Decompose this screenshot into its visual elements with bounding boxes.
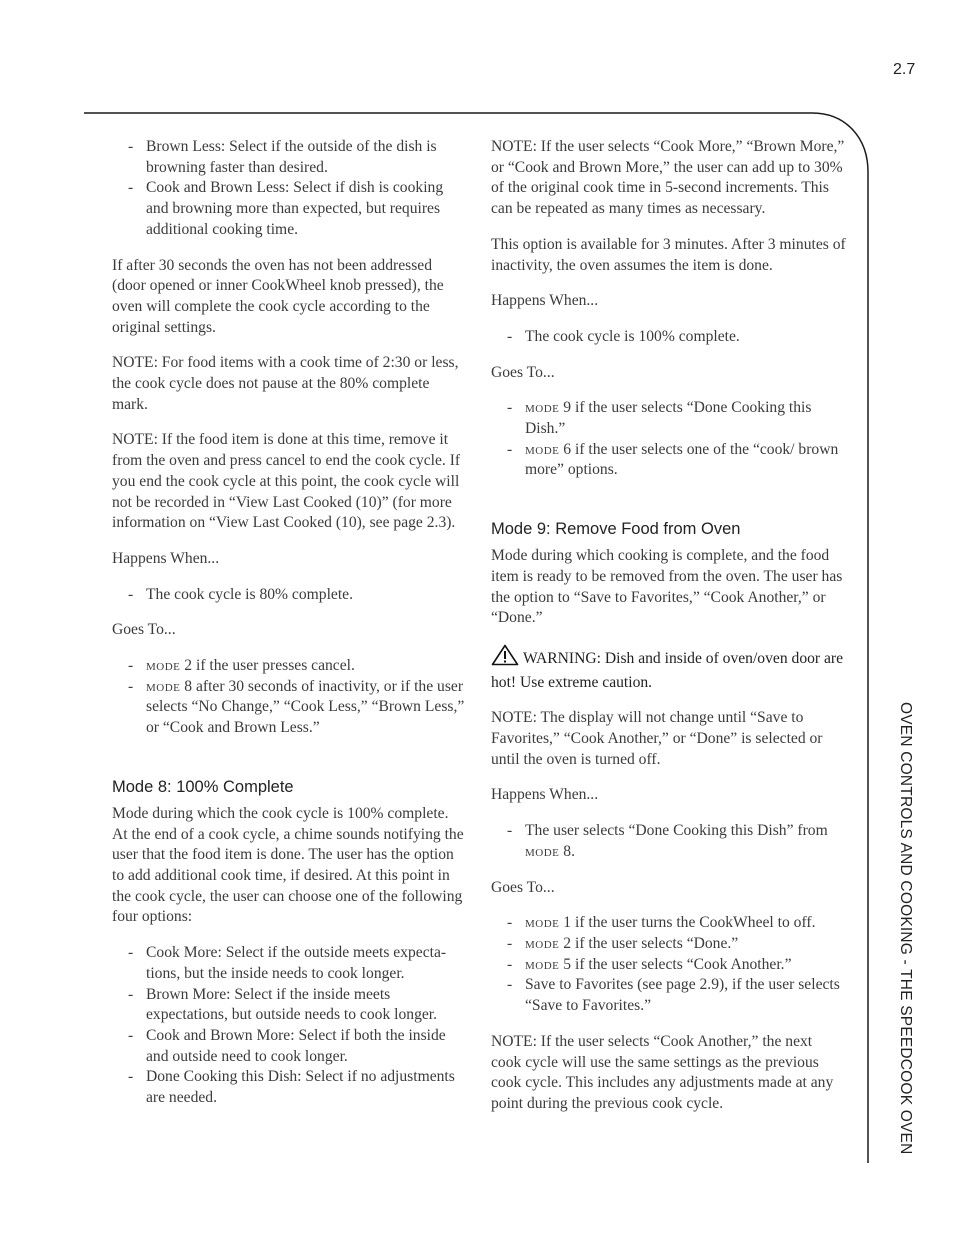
mode-word: mode	[146, 677, 181, 695]
list-item	[491, 934, 846, 955]
warning-text: WARNING: Dish and inside of oven/oven door are hot! Use extreme caution.	[491, 649, 844, 691]
warning-triangle-icon	[491, 644, 519, 673]
list-item	[491, 913, 846, 934]
list-item-text: 5 if the user selects “Cook Another.”	[559, 955, 792, 973]
list-item: - Cook and Brown More: Select if both the inside and outside need to cook longer.	[112, 1026, 467, 1067]
adjustment-options-list	[112, 137, 467, 241]
list-item	[491, 440, 846, 481]
page-number: 2.7	[893, 61, 916, 78]
note-short-cook-time: NOTE: For food items with a cook time of 2:30 or less, the cook cycle does not pause at the 80% complete mark.	[112, 354, 459, 413]
happens-when-list	[491, 821, 846, 862]
goes-to-list	[491, 913, 846, 1017]
mode8-description: Mode during which the cook cycle is 100% complete. At the end of a cook cycle, a chime sounds notifying the user that the food item is done. The user has the option to add additional cook time, if desired. At this point in the cook cycle, the user can choose one of the following four options:	[112, 804, 464, 926]
mode-word: mode	[525, 440, 560, 458]
list-item	[491, 398, 846, 439]
goes-to-label: Goes To...	[491, 878, 555, 896]
list-item-text: 8.	[559, 842, 575, 860]
list-item: - Cook and Brown Less: Select if dish is cooking and browning more than expected, but requires additional cooking time.	[112, 178, 467, 240]
list-item: - Done Cooking this Dish: Select if no adjustments are needed.	[112, 1067, 467, 1108]
list-item-text: 9 if the user selects “Done Cooking this Dish.”	[525, 399, 812, 438]
mode9-heading: Mode 9: Remove Food from Oven	[491, 520, 741, 539]
list-item-text: The user selects “Done Cooking this Dish” from	[525, 822, 828, 840]
goes-to-label: Goes To...	[491, 363, 555, 381]
list-item: - The cook cycle is 100% complete.	[491, 327, 846, 348]
happens-when-label: Happens When...	[491, 786, 599, 804]
list-item-text: 1 if the user turns the CookWheel to off.	[559, 914, 816, 932]
list-item-text: 8 after 30 seconds of inactivity, or if the user selects “No Change,” “Cook Less,” “Brown Less,” or “Cook and Brown Less.”	[146, 677, 465, 737]
happens-when-list	[112, 585, 467, 606]
note-food-done: NOTE: If the food item is done at this time, remove it from the oven and press cancel to end the cook cycle. If you end the cook cycle at this point, the cook cycle will not be recorded in “View Last Cooked (10)” (for more information on “View Last Cooked (10), see page 2.3).	[112, 431, 461, 532]
mode9-description: Mode during which cooking is complete, and the food item is ready to be removed from the oven. The user has the option to “Save to Favorites,” “Cook Another,” or “Done.”	[491, 547, 843, 627]
happens-when-list	[491, 327, 846, 348]
mode-word: mode	[525, 955, 560, 973]
mode8-heading: Mode 8: 100% Complete	[112, 777, 294, 796]
list-item-text: 2 if the user selects “Done.”	[559, 934, 739, 952]
goes-to-list	[491, 398, 846, 481]
mode-word: mode	[525, 914, 560, 932]
mode-word: mode	[525, 842, 560, 860]
section-side-title: OVEN CONTROLS AND COOKING - THE SPEEDCOOK OVEN	[897, 702, 914, 1155]
mode8-options-list	[112, 943, 467, 1109]
warning-callout	[491, 644, 846, 693]
mode-word: mode	[525, 399, 560, 417]
list-item: - Save to Favorites (see page 2.9), if the user selects “Save to Favorites.”	[491, 975, 846, 1016]
goes-to-label: Goes To...	[112, 621, 176, 639]
list-item: - The cook cycle is 80% complete.	[112, 585, 467, 606]
paragraph-timeout: If after 30 seconds the oven has not been addressed (door opened or inner CookWheel knob pressed), the oven will complete the cook cycle according to the original settings.	[112, 256, 444, 336]
left-column	[112, 137, 467, 1124]
happens-when-label: Happens When...	[112, 549, 220, 567]
list-item	[491, 955, 846, 976]
list-item	[112, 677, 467, 739]
mode-word: mode	[146, 657, 181, 675]
list-item-text: 6 if the user selects one of the “cook/ brown more” options.	[525, 440, 839, 479]
list-item	[112, 656, 467, 677]
note-display: NOTE: The display will not change until “Save to Favorites,” “Cook Another,” or “Done” is selected or until the oven is turned off.	[491, 709, 823, 768]
list-item: - Brown More: Select if the inside meets expectations, but outside needs to cook longer.	[112, 985, 467, 1026]
list-item: - Cook More: Select if the outside meets expecta-tions, but the inside needs to cook longer.	[112, 943, 467, 984]
right-column	[491, 137, 846, 1130]
list-item	[491, 821, 846, 862]
mode-word: mode	[525, 934, 560, 952]
list-item: - Brown Less: Select if the outside of the dish is browning faster than desired.	[112, 137, 467, 178]
happens-when-label: Happens When...	[491, 292, 599, 310]
note-cook-more: NOTE: If the user selects “Cook More,” “Brown More,” or “Cook and Brown More,” the user can add up to 30% of the original cook time in 5-second increments. This can be repeated as many times as necessary.	[491, 138, 845, 218]
paragraph-availability: This option is available for 3 minutes. After 3 minutes of inactivity, the oven assumes the item is done.	[491, 235, 846, 274]
goes-to-list	[112, 656, 467, 739]
note-cook-another: NOTE: If the user selects “Cook Another,” the next cook cycle will use the same settings as the previous cook cycle. This includes any adjustments made at any point during the previous cook cycle.	[491, 1032, 834, 1112]
list-item-text: 2 if the user presses cancel.	[180, 657, 355, 675]
